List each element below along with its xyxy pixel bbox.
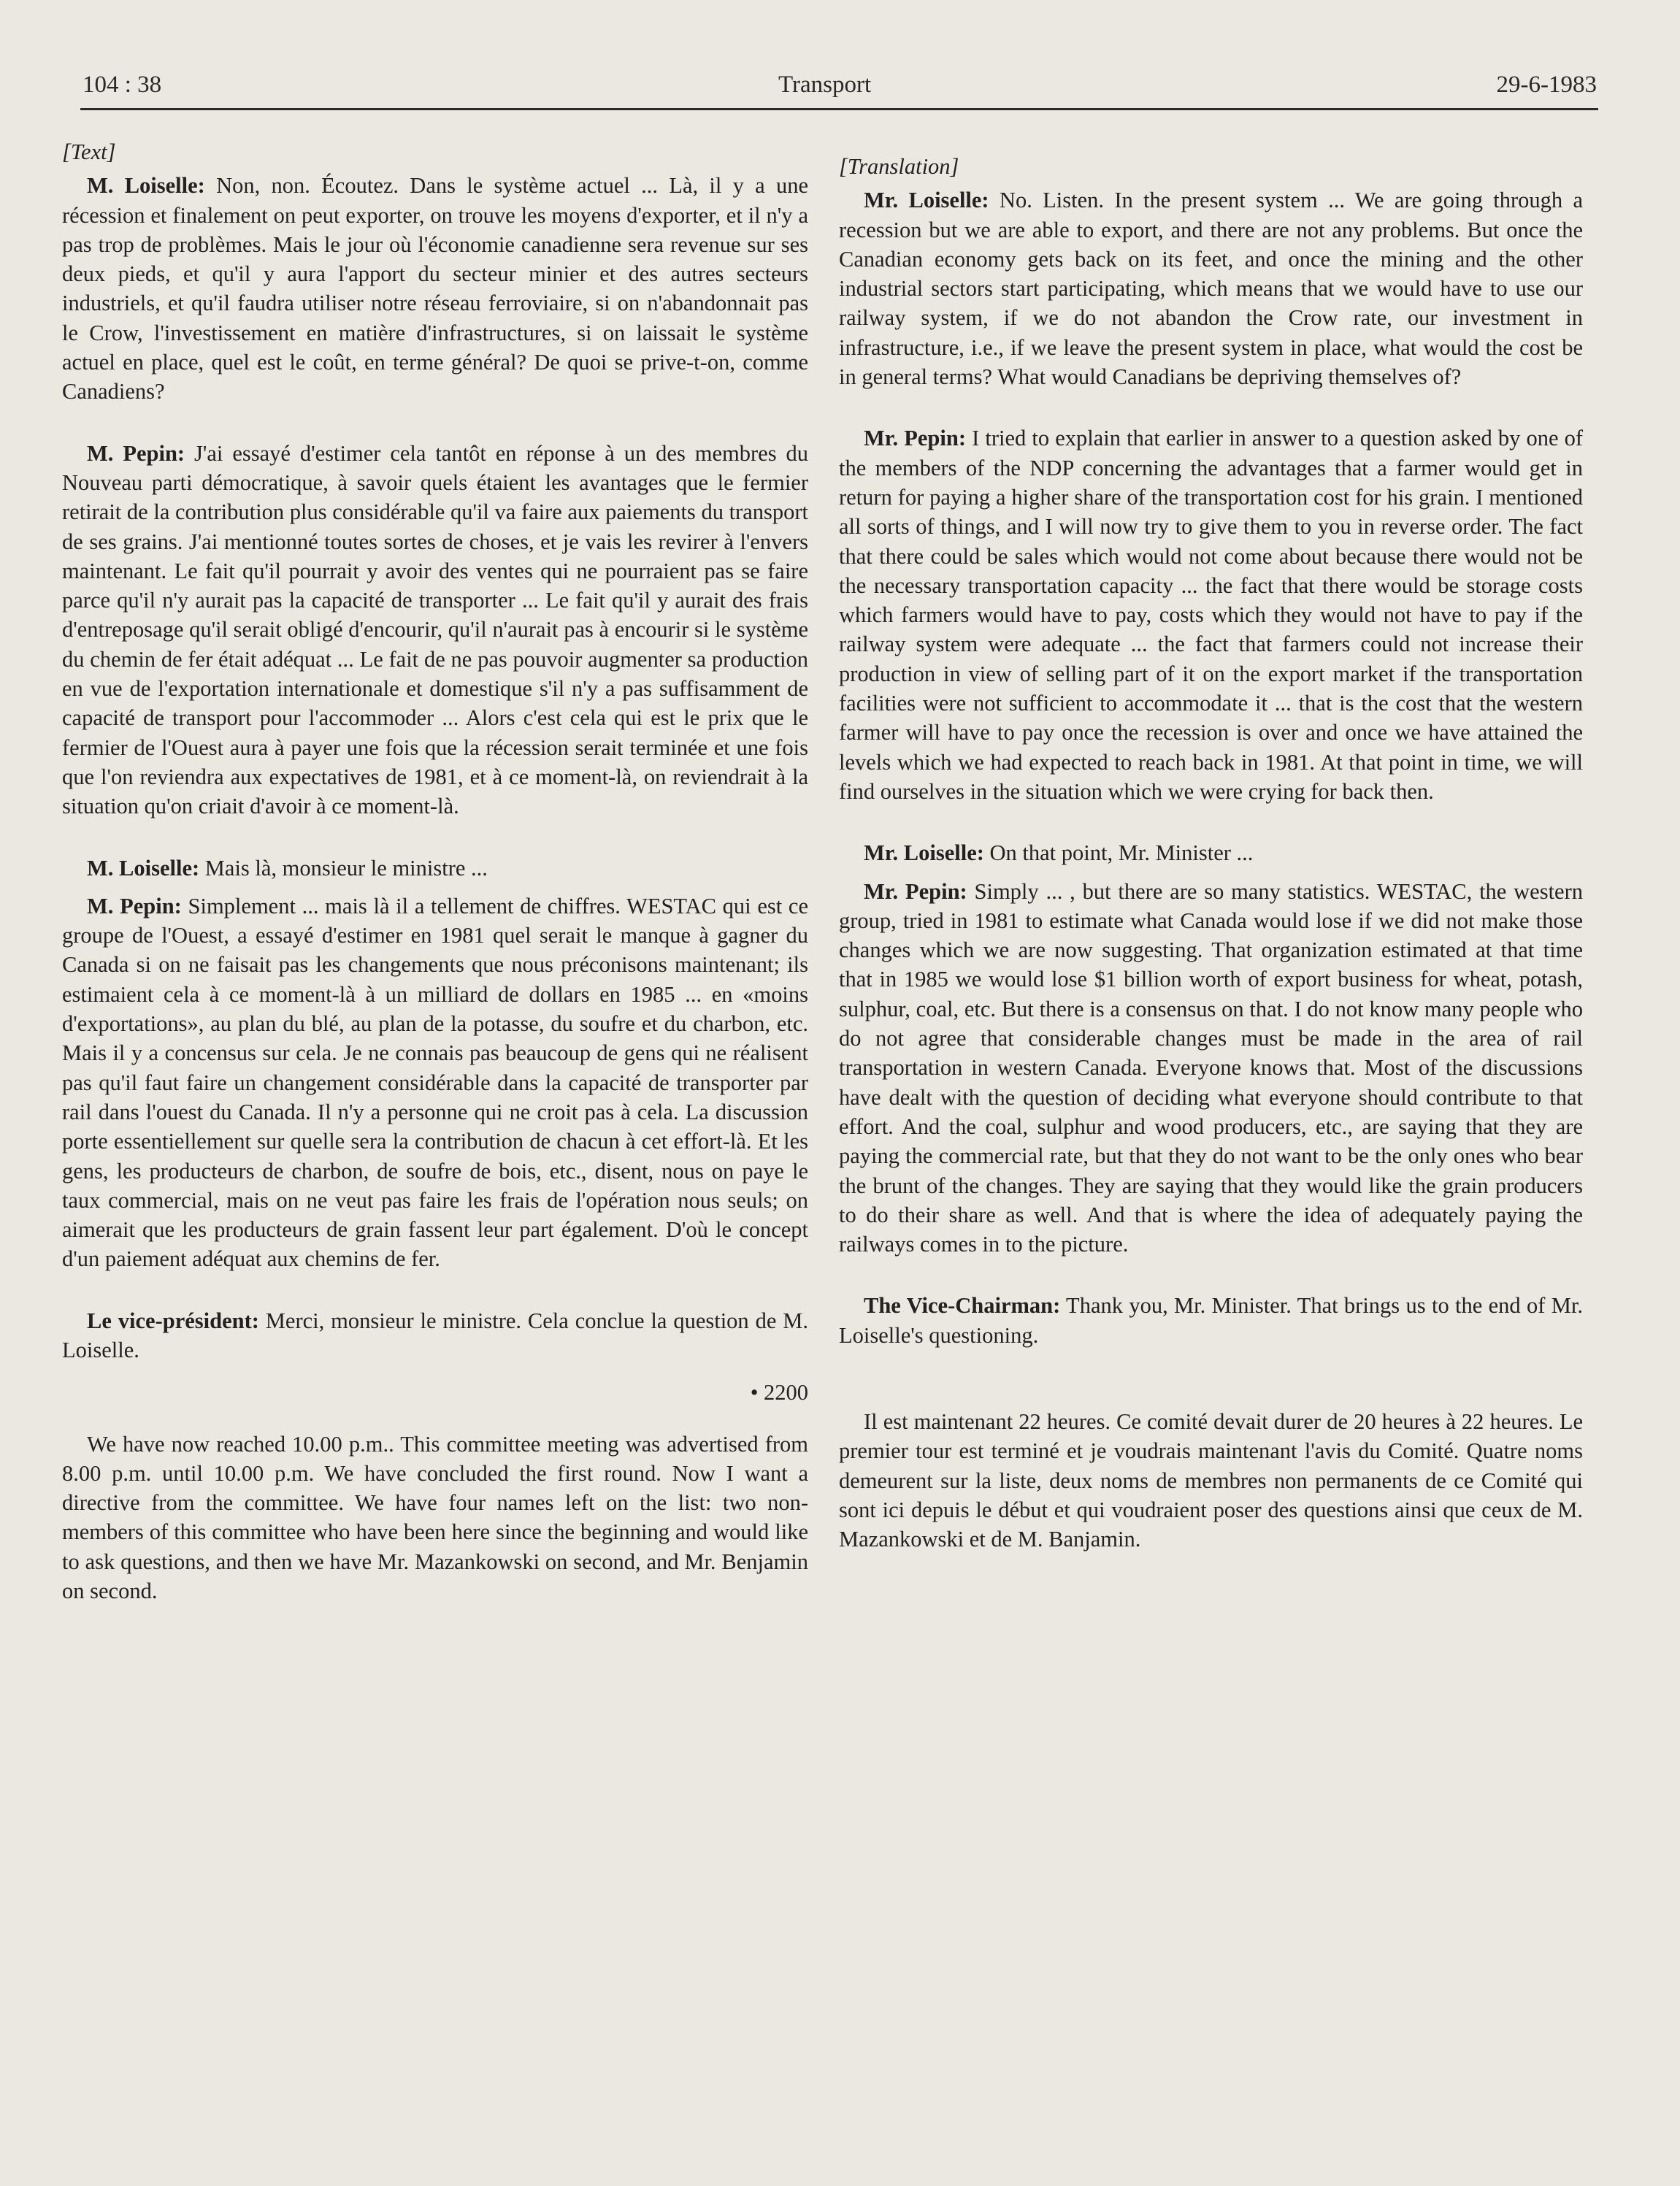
speaker-name: M. Pepin:	[87, 893, 182, 918]
language-tag: [Text]	[62, 139, 116, 164]
speaker-name: Mr. Loiselle:	[864, 840, 984, 866]
closing-paragraph: Il est maintenant 22 heures. Ce comité devait durer de 20 heures à 22 heures. Le premier tour est terminé et je voudrais maintenant l'avis du Comité. Quatre noms demeurent sur la liste, deux noms de membres non permanents de ce Comité qui sont ici depuis le début et qui voudraient poser des questions ainsi que ceux de M. Mazankowski et de M. Banjamin.	[839, 1408, 1583, 1552]
page-reference: 104 : 38	[83, 72, 162, 98]
paragraph-text: I tried to explain that earlier in answer to a question asked by one of the members of the NDP concerning the advantages that a farmer would get in return for paying a higher share of the transportation cost for his grain. I mentioned all sorts of things, and I will now try to give them to you in reverse order. The fact that there could be sales which would not come about because there would not be the necessary transportation capacity ... the fact that there would be storage costs which farmers would have to pay, costs which they would not have to pay if the railway system were adequate ... the fact that farmers could not increase their production in view of selling part of it on the export market if the transportation facilities were not sufficient to accommodate it ... that is the cost that the western farmer will have to pay once the recession is over and once we have attained the levels which we had expected to reach back in 1981. At that point in time, we will find ourselves in the situation which we were crying for back then.	[839, 426, 1584, 804]
speaker-name: Le vice-président:	[87, 1308, 259, 1333]
speaker-name: Mr. Loiselle:	[864, 188, 989, 213]
paragraph-text: Simplement ... mais là il a tellement de chiffres. WESTAC qui est ce groupe de l'Ouest, a essayé d'estimer en 1981 quel serait le manque à gagner du Canada si on ne faisait pas les changements que nous préconisons maintenant; ils estimaient cela à ce moment-là à un milliard de dollars en 1985 ... en «moins d'exportations», au plan du blé, au plan de la potasse, du soufre et du charbon, etc. Mais il y a concensus sur cela. Je ne connais pas beaucoup de gens qui ne réalisent pas qu'il faut faire un changement considérable dans la capacité de transporter par rail dans l'ouest du Canada. Il n'y a personne qui ne croit pas à cela. La discussion porte essentiellement sur quelle sera la contribution de chacun à cet effort-là. Et les gens, les producteurs de charbon, de soufre de bois, etc., disent, nous on paye le taux commercial, mais on ne veut pas faire les frais de l'opération nous seuls; on aimerait que les producteurs de grain fassent leur part également. D'où le concept d'un paiement adéquat aux chemins de fer.	[62, 893, 808, 1272]
speaker-name: M. Pepin:	[87, 440, 185, 466]
paragraph-text: J'ai essayé d'estimer cela tantôt en réponse à un des membres du Nouveau parti démocratique, à savoir quels étaient les avantages que le fermier retirait de la contribution plus considérable qu'il va faire aux paiements du transport de ses grains. J'ai mentionné toutes sortes de choses, et je vais les revirer à l'envers maintenant. Le fait qu'il pourrait y avoir des ventes qui ne pourraient pas se faire parce qu'il n'y aurait pas la capacité de transporter ... Le fait qu'il y aurait des frais d'entreposage qu'il serait obligé d'encourir, qu'il n'aurait pas à encourir si le système du chemin de fer était adéquat ... Le fait de ne pas pouvoir augmenter sa production en vue de l'exportation internationale et domestique s'il n'y a pas suffisamment de capacité de transport pour l'accommoder ... Alors c'est cela qui est le prix que le fermier de l'Ouest aura à payer une fois que la récession serait terminée et une fois que l'on reviendra aux expectatives de 1981, et à ce moment-là, on reviendrait à la situation qu'on criait d'avoir à ce moment-là.	[62, 440, 808, 819]
paragraph	[839, 423, 1583, 806]
paragraph-text: No. Listen. In the present system ... We are going through a recession but we are able to export, and there are not any problems. But once the Canadian economy gets back on its feet, and once the mining and the other industrial sectors start participating, which means that we would have to use our railway system, if we do not abandon the Crow rate, our investment in infrastructure, i.e., if we leave the present system in place, what would the cost be in general terms? What would Canadians be depriving themselves of?	[839, 188, 1584, 390]
paragraph	[839, 877, 1583, 1259]
paragraph	[62, 1306, 808, 1365]
page-date: 29-6-1983	[1496, 72, 1597, 98]
paragraph-text: Merci, monsieur le ministre. Cela conclue la question de M. Loiselle.	[62, 1308, 808, 1362]
speaker-name: Mr. Pepin:	[864, 878, 967, 904]
paragraph	[62, 439, 808, 821]
speaker-name: Mr. Pepin:	[864, 426, 966, 451]
paragraph	[839, 185, 1583, 391]
left-column	[62, 137, 808, 1638]
speaker-name: M. Loiselle:	[87, 173, 205, 199]
paragraph	[62, 891, 808, 1274]
right-column	[839, 152, 1583, 1586]
speaker-name: M. Loiselle:	[87, 855, 200, 881]
paragraph	[839, 1291, 1583, 1350]
paragraph-text: Simply ... , but there are so many statistics. WESTAC, the western group, tried in 1981 to estimate what Canada would lose if we did not make those changes which we are now suggesting. That organization estimated at that time that in 1985 we would lose $1 billion worth of export business for wheat, potash, sulphur, coal, etc. But there is a consensus on that. I do not know many people who do not agree that considerable changes must be made in the area of rail transportation in western Canada. Everyone knows that. Most of the discussions have dealt with the question of deciding what everyone should contribute to that effort. And the coal, sulphur and wood producers, etc., are saying that they are paying the commercial rate, but that they do not want to be the only ones who bear the brunt of the changes. They are saying that they would like the grain producers to do their share as well. And that is where the idea of adequately paying the railways comes in to the picture.	[839, 878, 1584, 1257]
time-marker: • 2200	[750, 1380, 808, 1405]
paragraph-text: Thank you, Mr. Minister. That brings us to the end of Mr. Loiselle's questioning.	[839, 1293, 1583, 1348]
paragraph-text: Non, non. Écoutez. Dans le système actuel ... Là, il y a une récession et finalement on peut exporter, on trouve les moyens d'exporter, et il n'y a pas trop de problèmes. Mais le jour où l'économie canadienne sera revenue sur ses deux pieds, et qu'il y aura l'apport du secteur minier et des autres secteurs industriels, et qu'il faudra utiliser notre réseau ferroviaire, si on n'abandonnait pas le Crow, l'investissement en matière d'infrastructures, si on laissait le système actuel en place, quel est le coût, en terme général? De quoi se prive-t-on, comme Canadiens?	[62, 173, 808, 404]
closing-paragraph: We have now reached 10.00 p.m.. This committee meeting was advertised from 8.00 p.m. until 10.00 p.m. We have concluded the first round. Now I want a directive from the committee. We have four names left on the list: two non-members of this committee who have been here since the beginning and would like to ask questions, and then we have Mr. Mazankowski on second, and Mr. Benjamin on second.	[62, 1431, 808, 1604]
paragraph-text: Mais là, monsieur le ministre ...	[199, 855, 488, 881]
header-rule	[80, 108, 1598, 110]
speaker-name: The Vice-Chairman:	[864, 1293, 1061, 1319]
language-tag: [Translation]	[839, 154, 959, 179]
paragraph	[62, 171, 808, 406]
paragraph-text: On that point, Mr. Minister ...	[983, 840, 1254, 866]
page-title: Transport	[778, 72, 872, 98]
paragraph	[839, 838, 1583, 867]
paragraph	[62, 854, 808, 883]
